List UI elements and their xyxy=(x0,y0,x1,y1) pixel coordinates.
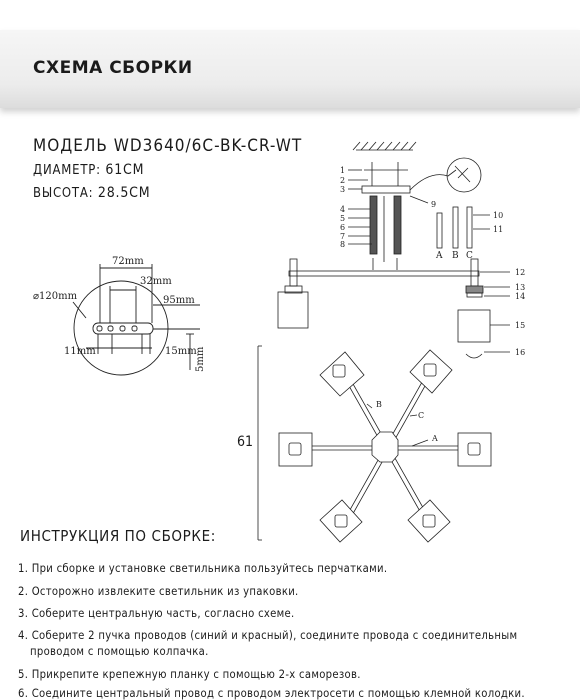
callout-12: 12 xyxy=(515,268,526,277)
canopy-tube xyxy=(394,196,401,254)
instruction-step: 5. Прикрепите крепежную планку с помощью 2-х саморезов. xyxy=(18,668,361,681)
shade-top-right xyxy=(410,350,452,393)
callout-2: 2 xyxy=(340,176,346,185)
top-view-dimension: 61 xyxy=(237,434,254,450)
top-view xyxy=(258,346,491,542)
instruction-step-continued: проводом с помощью колпачка. xyxy=(30,645,209,658)
rod-label-b: B xyxy=(452,251,459,261)
instruction-step: 2. Осторожно извлеките светильник из упаковки. xyxy=(18,585,299,598)
hub xyxy=(372,432,398,462)
callout-11: 11 xyxy=(493,225,504,234)
model-name: МОДЕЛЬ WD3640/6C-BK-CR-WT xyxy=(33,136,303,156)
callout-4: 4 xyxy=(340,205,346,214)
diameter-label: ДИАМЕТР: xyxy=(33,163,101,178)
dim-diameter-label: ⌀120mm xyxy=(33,291,78,302)
callout-6: 6 xyxy=(340,223,346,232)
wire-detail-circle xyxy=(447,158,481,192)
dim-5-label: 5mm xyxy=(195,346,206,372)
bulb-cap xyxy=(466,354,482,358)
dim-15-label: 15mm xyxy=(165,346,197,357)
callout-9: 9 xyxy=(431,200,437,209)
top-rod-label-c: C xyxy=(418,411,425,420)
diameter-value: 61СМ xyxy=(105,162,145,178)
callout-14: 14 xyxy=(515,292,526,301)
rod-c xyxy=(467,207,472,248)
instruction-step: 1. При сборке и установке светильника пользуйтесь перчатками. xyxy=(18,562,388,575)
callout-7: 7 xyxy=(340,232,346,241)
horizontal-arm xyxy=(289,271,479,276)
instruction-step: 6. Соедините центральный провод с проводом электросети с помощью клемной колодки. xyxy=(18,687,525,700)
shade-left xyxy=(278,292,308,328)
instruction-step: 3. Соберите центральную часть, согласно схеме. xyxy=(18,607,295,620)
rod-label-c: C xyxy=(466,251,473,261)
shade-right xyxy=(458,310,490,342)
top-rod-label-b: B xyxy=(376,400,382,409)
mount-bar xyxy=(362,186,410,193)
mounting-plate-detail xyxy=(33,256,206,375)
shade-right xyxy=(458,433,491,466)
callout-10: 10 xyxy=(493,211,504,220)
callout-5: 5 xyxy=(340,214,346,223)
top-rod-label-a: A xyxy=(432,434,438,443)
callout-13: 13 xyxy=(515,283,526,292)
shade-left xyxy=(279,433,312,466)
socket-right xyxy=(466,286,483,293)
rod-label-a: A xyxy=(436,251,443,261)
rod-a xyxy=(437,213,442,248)
dim-95-label: 95mm xyxy=(163,295,195,306)
ring-right xyxy=(467,293,482,297)
callout-1: 1 xyxy=(340,166,346,175)
dim-11-label: 11mm xyxy=(64,346,96,357)
canopy-tube xyxy=(370,196,377,254)
callout-3: 3 xyxy=(340,185,346,194)
arm-end-left xyxy=(290,259,297,286)
callout-8: 8 xyxy=(340,240,346,249)
height-value: 28.5СМ xyxy=(97,185,151,201)
instruction-step: 4. Соберите 2 пучка проводов (синий и красный), соедините провода с соединительным xyxy=(18,629,518,642)
callout-15: 15 xyxy=(515,321,526,330)
page-title: СХЕМА СБОРКИ xyxy=(33,58,193,78)
callout-16: 16 xyxy=(515,348,526,357)
shade-bottom-right xyxy=(408,500,450,542)
arm-end-right xyxy=(471,259,478,286)
shade-bottom-left xyxy=(320,500,362,542)
rod-b xyxy=(453,207,458,248)
shade-top-left xyxy=(320,352,364,396)
dim-32-label: 32mm xyxy=(140,276,172,287)
height-label: ВЫСОТА: xyxy=(33,186,94,201)
instructions-title: ИНСТРУКЦИЯ ПО СБОРКЕ: xyxy=(20,527,216,545)
dim-72-label: 72mm xyxy=(112,256,144,267)
exploded-view xyxy=(278,142,525,358)
